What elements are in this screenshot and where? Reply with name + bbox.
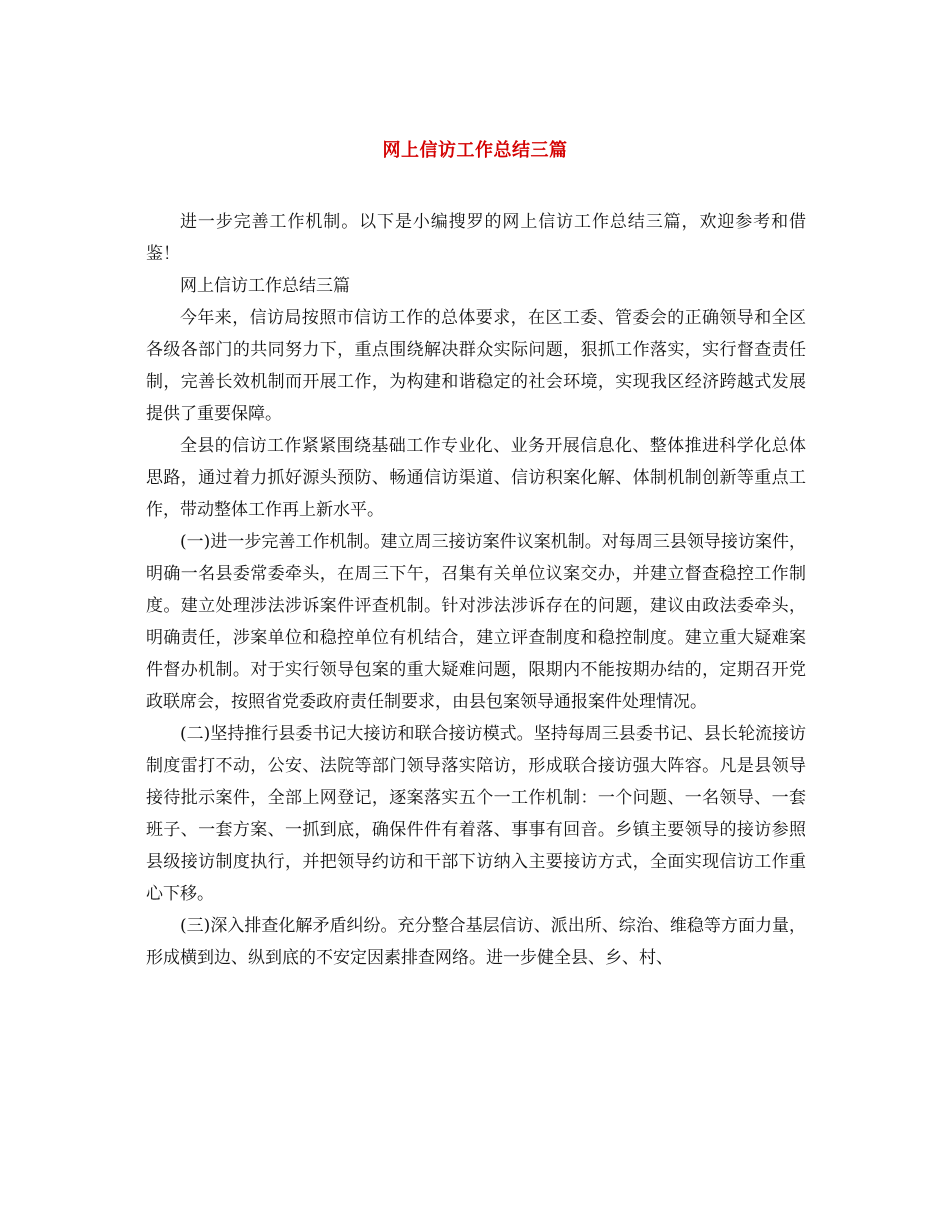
paragraph-intro: 进一步完善工作机制。以下是小编搜罗的网上信访工作总结三篇，欢迎参考和借鉴！	[146, 212, 806, 264]
paragraph-overview: 今年来，信访局按照市信访工作的总体要求，在区工委、管委会的正确领导和全区各级各部门的共同努力下，重点围绕解决群众实际问题，狠抓工作落实，实行督查责任制，完善长效机制而开展工作，为构建和谐稳定的社会环境，实现我区经济跨越式发展提供了重要保障。	[146, 308, 806, 424]
document-title: 网上信访工作总结三篇	[382, 140, 568, 161]
paragraph-section-3: (三)深入排查化解矛盾纠纷。充分整合基层信访、派出所、综治、维稳等方面力量，形成横到边、纵到底的不安定因素排查网络。进一步健全县、乡、村、	[146, 916, 806, 968]
paragraph-section-2: (二)坚持推行县委书记大接访和联合接访模式。坚持每周三县委书记、县长轮流接访制度雷打不动，公安、法院等部门领导落实陪访，形成联合接访强大阵容。凡是县领导接待批示案件，全部上网登记，逐案落实五个一工作机制：一个问题、一名领导、一套班子、一套方案、一抓到底，确保件件有着落、事事有回音。乡镇主要领导的接访参照县级接访制度执行，并把领导约访和干部下访纳入主要接访方式，全面实现信访工作重心下移。	[146, 724, 806, 904]
paragraph-county-work: 全县的信访工作紧紧围绕基础工作专业化、业务开展信息化、整体推进科学化总体思路，通过着力抓好源头预防、畅通信访渠道、信访积案化解、体制机制创新等重点工作，带动整体工作再上新水平。	[146, 436, 806, 520]
paragraph-section-1: (一)进一步完善工作机制。建立周三接访案件议案机制。对每周三县领导接访案件，明确一名县委常委牵头，在周三下午，召集有关单位议案交办，并建立督查稳控工作制度。建立处理涉法涉诉案件评查机制。针对涉法涉诉存在的问题，建议由政法委牵头，明确责任，涉案单位和稳控单位有机结合，建立评查制度和稳控制度。建立重大疑难案件督办机制。对于实行领导包案的重大疑难问题，限期内不能按期办结的，定期召开党政联席会，按照省党委政府责任制要求，由县包案领导通报案件处理情况。	[146, 532, 806, 712]
paragraph-subtitle: 网上信访工作总结三篇	[180, 276, 350, 296]
document-body	[146, 206, 806, 974]
